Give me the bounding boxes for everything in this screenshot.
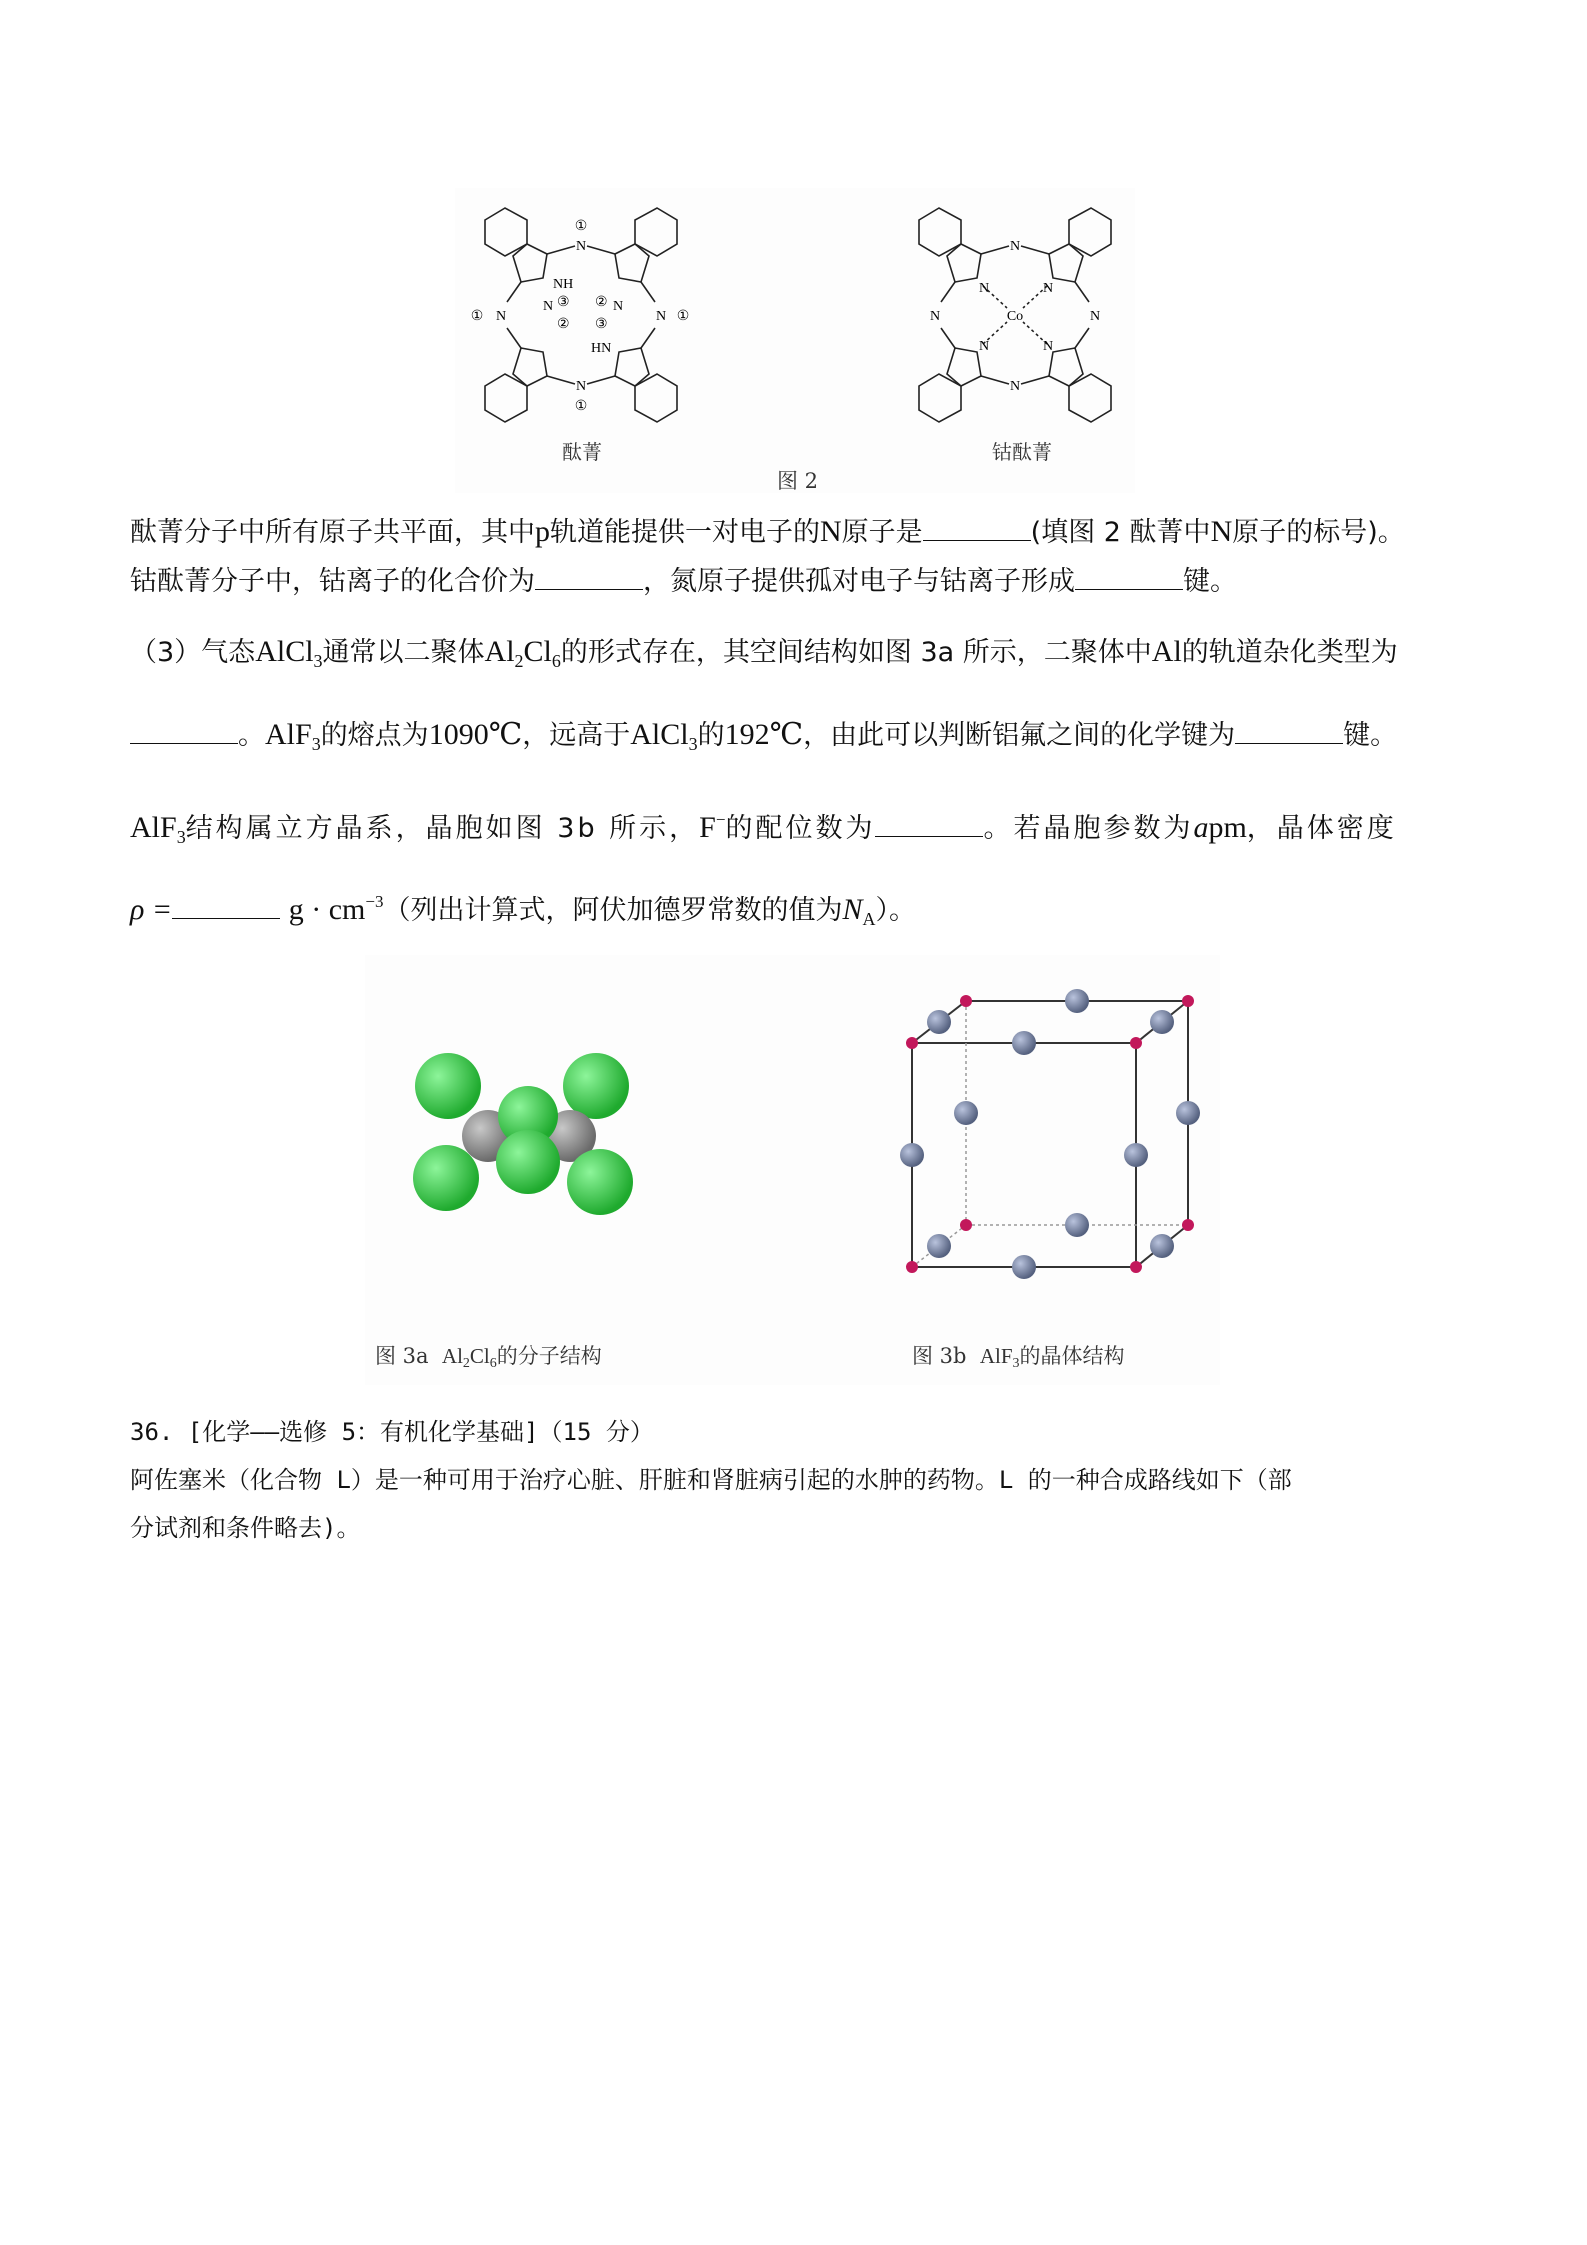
question-36-body-line-1: 阿佐塞米（化合物 L）是一种可用于治疗心脏、肝脏和肾脏病引起的水肿的药物。L 的一种合成路线如下（部 — [130, 1466, 1292, 1494]
text-segment: 的配位数为 — [725, 813, 876, 844]
text-segment: 原子的标号)。 — [1232, 517, 1405, 548]
aluminum-ion — [1130, 1037, 1142, 1049]
formula: $N_A$ — [842, 893, 876, 929]
fluoride-ion — [1012, 1031, 1036, 1055]
atom-n: N — [979, 339, 990, 354]
marker-three: ③ — [595, 317, 608, 332]
text-segment: 结构属立方晶系，晶胞如图 3b 所示， — [185, 813, 700, 844]
formula: apm — [1193, 811, 1247, 844]
fluoride-ion — [1150, 1010, 1174, 1034]
chlorine-atom — [413, 1145, 479, 1211]
text-segment: Al — [1151, 635, 1182, 668]
answer-blank[interactable] — [875, 810, 983, 837]
fluoride-ion — [927, 1010, 951, 1034]
marker-one: ① — [676, 309, 690, 324]
text-segment: （3）气态 — [130, 637, 256, 668]
fluoride-ion — [900, 1143, 924, 1167]
marker-two: ② — [595, 295, 608, 310]
marker-one: ① — [470, 309, 484, 324]
formula: AlCl$_3$ — [630, 718, 698, 754]
text-segment: ，氮原子提供孤对电子与钴离子形成 — [643, 566, 1075, 597]
answer-blank[interactable] — [172, 892, 280, 919]
aluminum-ion — [960, 1219, 972, 1231]
formula: $Al_2Cl_6$ — [484, 635, 561, 671]
fluoride-ion — [1124, 1143, 1148, 1167]
figure-3a-caption: 图 3a $Al_2Cl_6$的分子结构 — [375, 1344, 602, 1371]
aluminum-ion — [960, 995, 972, 1007]
paragraph-line-5 — [130, 800, 1470, 857]
atom-co: Co — [1006, 309, 1024, 324]
text-segment: 轨道能提供一对电子的 — [550, 517, 820, 548]
text-segment: 钴酞菁分子中，钴离子的化合价为 — [130, 566, 535, 597]
phthalocyanine-structure — [455, 190, 715, 440]
text-segment: ，远高于 — [522, 720, 631, 751]
figure-2-label: 图 2 — [777, 469, 819, 493]
text-segment: (填图 2 酞菁中 — [1030, 517, 1211, 548]
aluminum-ion — [906, 1037, 918, 1049]
atom-n: N — [1009, 379, 1021, 394]
question-36-header: 36. [化学——选修 5：有机化学基础]（15 分） — [130, 1418, 654, 1446]
fluoride-ion — [927, 1234, 951, 1258]
marker-three: ③ — [557, 295, 570, 310]
paragraph-line-6 — [130, 882, 1470, 939]
text-segment: 。 — [238, 720, 265, 751]
atom-n: N — [543, 299, 554, 314]
text-segment: 的形式存在，其空间结构如图 3a 所示，二聚体中 — [560, 637, 1152, 668]
text-segment: ，由此可以判断铝氟之间的化学键为 — [803, 720, 1236, 751]
phthalocyanine-caption: 酞菁 — [562, 440, 602, 464]
fluoride-ion — [1176, 1101, 1200, 1125]
text-segment: 的轨道杂化类型为 — [1181, 637, 1398, 668]
text-segment: 1090℃ — [428, 718, 523, 751]
paragraph-line-3 — [130, 632, 1470, 681]
text-segment: 通常以二聚体 — [322, 637, 485, 668]
text-segment: （列出计算式，阿伏加德罗常数的值为 — [383, 895, 843, 926]
text-segment: 。若晶胞参数为 — [983, 813, 1194, 844]
aluminum-ion — [1182, 1219, 1194, 1231]
marker-one: ① — [574, 219, 588, 234]
text-segment: N — [820, 515, 842, 548]
marker-one: ① — [574, 399, 588, 414]
atom-n: N — [1089, 309, 1101, 324]
formula: AlCl$_3$ — [255, 635, 323, 671]
atom-n: N — [1009, 239, 1021, 254]
aluminum-ion — [1182, 995, 1194, 1007]
formula: AlF$_3$ — [265, 718, 321, 754]
atom-nh: NH — [553, 277, 574, 292]
figure-3b-caption: 图 3b AlF$_3$的晶体结构 — [912, 1344, 1125, 1371]
atom-n: N — [979, 281, 990, 296]
chlorine-atom — [563, 1053, 629, 1119]
atom-n: N — [575, 379, 587, 394]
text-segment: 原子是 — [841, 517, 923, 548]
chlorine-atom — [415, 1053, 481, 1119]
al2cl6-molecule-model — [400, 1040, 640, 1240]
answer-blank[interactable] — [923, 514, 1031, 541]
formula: AlF$_3$ — [130, 811, 186, 847]
atom-n: N — [929, 309, 941, 324]
aluminum-ion — [1130, 1261, 1142, 1273]
text-segment: ，晶体密度 — [1246, 813, 1397, 844]
atom-n: N — [655, 309, 667, 324]
fluoride-ion — [1150, 1234, 1174, 1258]
text-segment: N — [1210, 515, 1233, 548]
text-segment: 的 — [697, 720, 725, 751]
atom-n: N — [1043, 281, 1054, 296]
chlorine-atom — [496, 1130, 560, 1194]
paragraph-line-2 — [130, 562, 1470, 602]
alf3-unit-cell — [890, 985, 1210, 1295]
atom-n: N — [613, 299, 624, 314]
fluoride-ion — [1012, 1255, 1036, 1279]
text-segment: 键。 — [1343, 720, 1398, 751]
fluoride-ion — [1065, 989, 1089, 1013]
fluoride-ion — [954, 1101, 978, 1125]
chlorine-atom — [567, 1149, 633, 1215]
text-segment: p — [535, 515, 550, 548]
paragraph-line-1 — [130, 512, 1470, 553]
text-segment: 酞菁分子中所有原子共平面，其中 — [130, 517, 535, 548]
formula: ρ = — [130, 893, 173, 926]
cobalt-phthalocyanine-structure — [895, 190, 1145, 440]
answer-blank[interactable] — [1235, 717, 1343, 744]
text-segment: 的熔点为 — [320, 720, 429, 751]
fluoride-ion — [1065, 1213, 1089, 1237]
answer-blank[interactable] — [535, 563, 643, 590]
paragraph-line-4 — [130, 715, 1470, 764]
atom-n: N — [1043, 339, 1054, 354]
answer-blank[interactable] — [1075, 563, 1183, 590]
question-36-body-line-2: 分试剂和条件略去)。 — [130, 1514, 361, 1542]
cobalt-phthalocyanine-caption: 钴酞菁 — [992, 440, 1052, 464]
answer-blank[interactable] — [130, 717, 238, 744]
text-segment: 键。 — [1183, 566, 1237, 597]
aluminum-ion — [906, 1261, 918, 1273]
atom-hn: HN — [591, 341, 612, 356]
text-segment: 192℃ — [724, 718, 804, 751]
marker-two: ② — [557, 317, 570, 332]
atom-n: N — [495, 309, 507, 324]
text-segment: ）。 — [875, 895, 916, 926]
formula: F− — [699, 810, 726, 844]
atom-n: N — [575, 239, 587, 254]
formula: $g \cdot cm^{-3}$ — [288, 892, 384, 926]
